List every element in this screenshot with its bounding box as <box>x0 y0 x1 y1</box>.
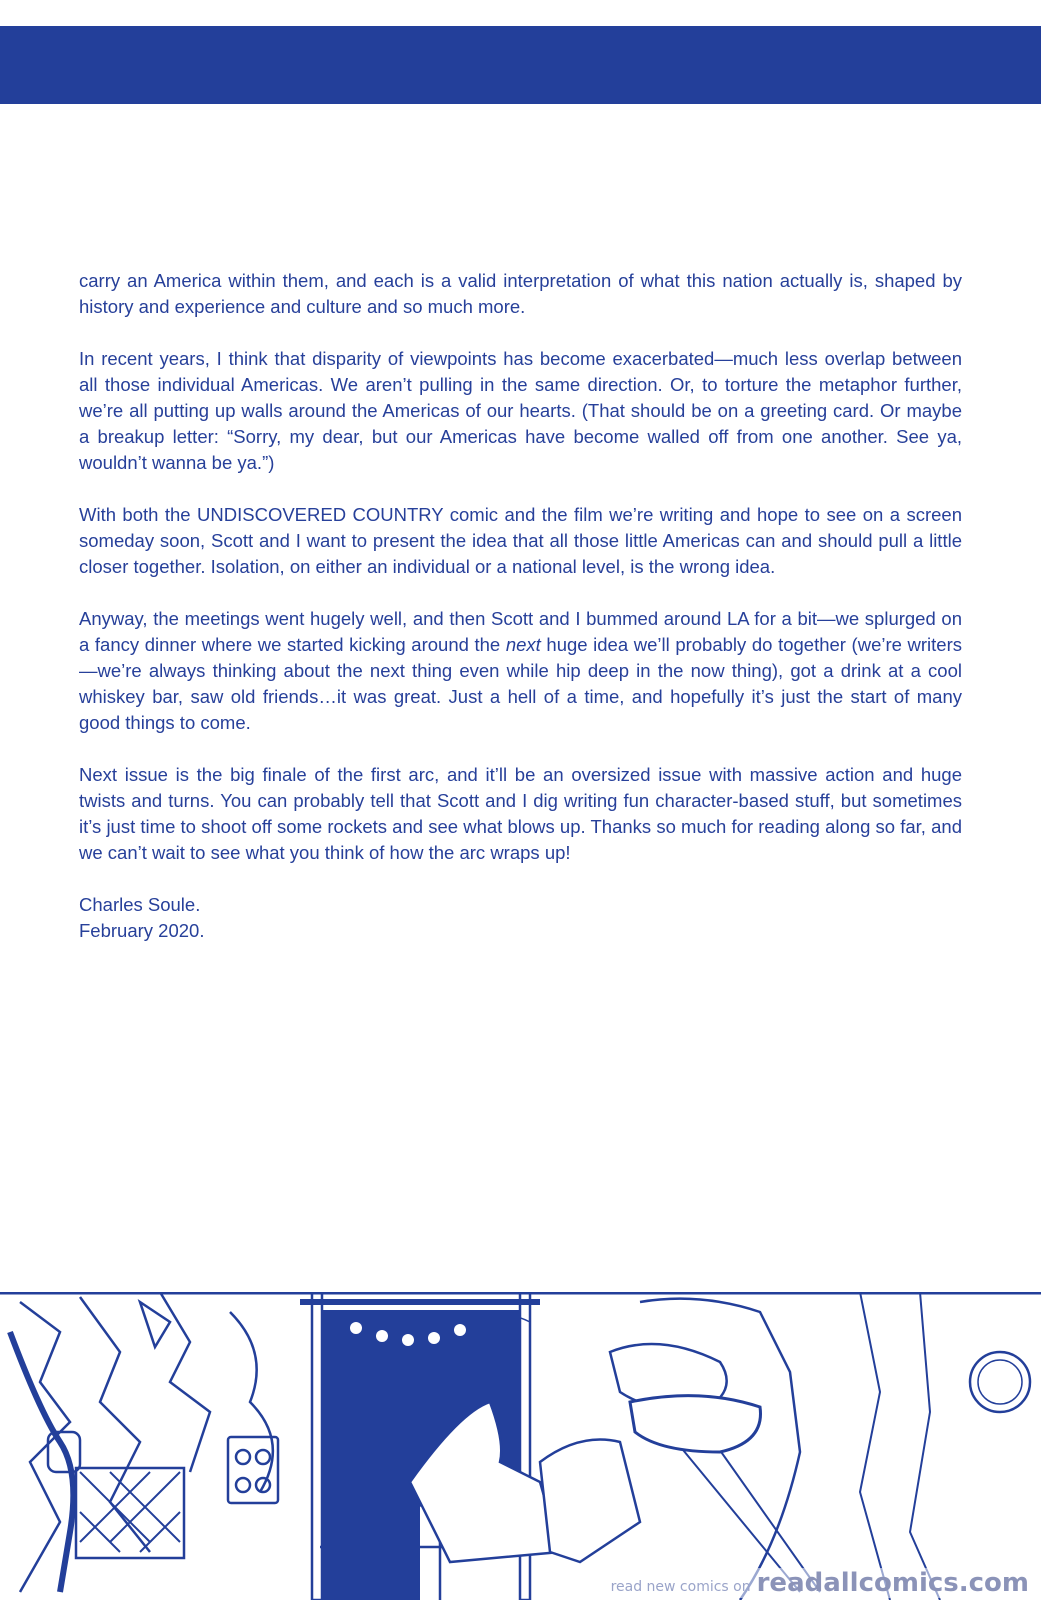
emphasis-word: next <box>505 634 541 655</box>
paragraph: carry an America within them, and each is a valid interpretation of what this nation actually is, shaped by history and experience and culture and so much more. <box>79 270 962 317</box>
paragraph-text: huge idea we’ll probably do together (we’re writers—we’re always thinking about the next thing even while hip deep in the now thing), got a drink at a cool whiskey bar, saw old friends…it was great. Just a hell of a time, and hopefully it’s just the start of many good things to come. <box>79 634 962 733</box>
paragraph: In recent years, I think that disparity of viewpoints has become exacerbated—much less overlap between all those individual Americas. We aren’t pulling in the same direction. Or, to torture the metaphor further, we’re all putting up walls around the Americas of our hearts. (That should be on a greeting card. Or maybe a breakup letter: “Sorry, my dear, but our Americas have become walled off from one another. See ya, wouldn’t wanna be ya.”) <box>79 348 962 473</box>
header-band <box>0 26 1041 104</box>
signature-date: February 2020. <box>79 920 205 941</box>
paragraph: Next issue is the big finale of the first arc, and it’ll be an oversized issue with massive action and huge twists and turns. You can probably tell that Scott and I dig writing fun character-based stuff, but sometimes it’s just time to shoot off some rockets and see what blows up. Thanks so much for reading along so far, and we can’t wait to see what you think of how the arc wraps up! <box>79 764 962 863</box>
watermark-site: readallcomics.com <box>756 1568 1029 1598</box>
illustration-svg <box>0 1292 1041 1600</box>
site-watermark <box>607 1568 1033 1598</box>
signature-name: Charles Soule. <box>79 894 201 915</box>
paragraph <box>79 606 962 736</box>
letter-body <box>79 268 962 944</box>
paragraph: With both the UNDISCOVERED COUNTRY comic and the film we’re writing and hope to see on a screen someday soon, Scott and I want to present the idea that all those little Americas can and should pull a little closer together. Isolation, on either an individual or a national level, is the wrong idea. <box>79 504 962 577</box>
watermark-prefix: read new comics on <box>610 1579 751 1595</box>
paragraph-text: Anyway, the meetings went hugely well, and then Scott and I bummed around LA for a bit—we splurged on a fancy dinner where we started kicking around the <box>79 608 962 655</box>
comic-illustration <box>0 1292 1041 1600</box>
